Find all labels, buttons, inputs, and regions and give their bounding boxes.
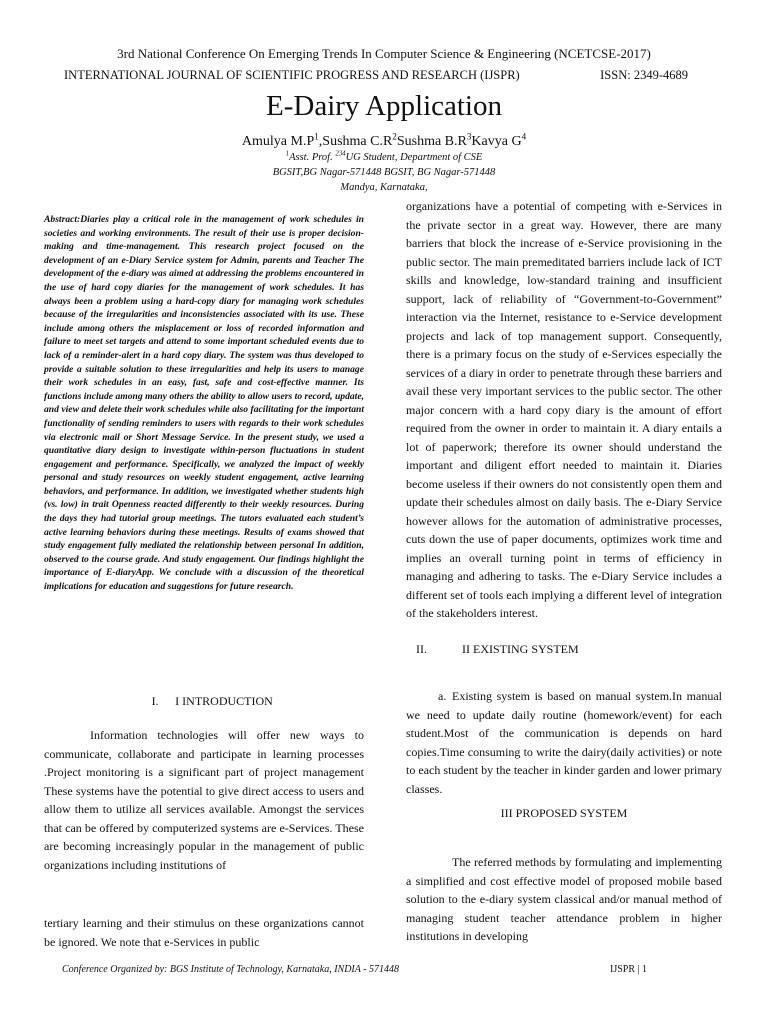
affiliation-line-3: Mandya, Karnataka, xyxy=(340,182,428,193)
issn: ISSN: 2349-4689 xyxy=(600,68,688,82)
paper-title: E-Dairy Application xyxy=(266,90,502,122)
author-1-sup: 1 xyxy=(314,131,319,142)
existing-system-paragraph xyxy=(406,687,722,798)
section-title: II EXISTING SYSTEM xyxy=(462,642,579,656)
introduction-continuation: tertiary learning and their stimulus on these organizations cannot be ignored. We note that e-Services in public xyxy=(44,916,364,949)
existing-system-text: Existing system is based on manual system.In manual we need to update daily routine (homework/event) for each student.Most of the communication is depends on hard copies.Time consuming to write the dairy(daily activities) or note to each student by the teacher in kinder garden and lower primary classes. xyxy=(406,689,722,796)
author-2-sup: 2 xyxy=(392,131,397,142)
author-4-sup: 4 xyxy=(521,131,527,142)
section-heading-existing-system xyxy=(406,642,722,657)
section-heading-proposed-system: III PROPOSED SYSTEM xyxy=(500,806,628,820)
author-3: Sushma B.R xyxy=(396,134,467,149)
author-3-sup: 3 xyxy=(466,131,472,142)
affiliation-line-1 xyxy=(0,152,768,163)
proposed-system-paragraph: The referred methods by formulating and implementing a simplified and cost effective model of proposed mobile based solution to the e-diary system classical and/or manual method of managing student teacher attendance problem in higher institutions in developing xyxy=(406,855,722,943)
section-title: I INTRODUCTION xyxy=(175,694,273,708)
abstract: Abstract:Diaries play a critical role in the management of work schedules in societies and working environments. The result of their use is proper decision-making and time-management. This research project focused on the development of an e-Diary Service system for Admin, parents and Teacher The development of the e-diary was aimed at addressing the problems encountered in the use of hard copy diaries for the management of work schedules. It has always been a problem using a hard-copy diary for managing work schedules because of the irregularities and inconsistencies associated with its use. These include among others the misplacement or loss of recorded information and failure to meet set targets and attend to some important scheduled events due to lack of a reminder-alert in a hard copy diary. The system was thus developed to provide a suitable solution to these irregularities and help its users to manage their work schedules in an easy, fast, safe and cost-effective manner. Its functions include among many others the ability to allow users to record, update, and view and delete their work schedules while also facilitating for the important functionality of sending reminders to users with regards to their work schedules via electronic mail or Short Message Service. In the present study, we used a quantitative diary design to investigate within-person fluctuations in student engagement and performance. Specifically, we analyzed the impact of weekly personal and study resources on weekly student engagement, active learning behaviors, and performance. In addition, we investigated whether students high (vs. low) in trait Openness reacted differently to their weekly resources. During the days they had tutorial group meetings. The tutors evaluated each student’s active learning behaviors during these meetings. Results of exams showed that study engagement fully mediated the relationship between personal In addition, observed to the course grade. And study engagement. Our findings highlight the importance of E-diaryApp. We conclude with a discussion of the theoretical implications for education and suggestions for future research. xyxy=(44,214,364,593)
aff-sup-234: 234 xyxy=(335,150,346,158)
footer-conference: Conference Organized by: BGS Institute of Technology, Karnataka, INDIA - 571448 xyxy=(62,964,399,975)
conference-header: 3rd National Conference On Emerging Trends In Computer Science & Engineering (NCETCSE-2017) xyxy=(117,46,651,61)
author-2: ,Sushma C.R xyxy=(318,134,393,149)
journal-name: INTERNATIONAL JOURNAL OF SCIENTIFIC PROGRESS AND RESEARCH (IJSPR) xyxy=(64,68,520,82)
section-heading-introduction xyxy=(44,694,364,709)
authors-line xyxy=(0,131,768,150)
aff-role-1: Asst. Prof. xyxy=(289,152,336,163)
aff-sup-1: 1 xyxy=(285,150,290,158)
author-1: Amulya M.P xyxy=(241,134,315,149)
introduction-paragraph: Information technologies will offer new ways to communicate, collaborate and participate in learning processes .Project monitoring is a significant part of project management These systems have the potential to give direct access to users and allow them to utilize all services available. Amongst the services that can be offered by computerized systems are e-Services. These are becoming increasingly popular in the management of public organizations including institutions of xyxy=(44,728,364,872)
author-4: Kavya G xyxy=(471,134,522,149)
footer-page-number: IJSPR | 1 xyxy=(610,964,648,975)
section-number: II. xyxy=(416,642,427,656)
aff-role-2: UG Student, Department of CSE xyxy=(345,152,483,163)
body-paragraph-right: organizations have a potential of competing with e-Services in the private sector in a great way. However, there are many barriers that block the increase of e-Service provisioning in the public sector. The main premeditated barriers include lack of ICT skills and knowledge, low-standard training and insufficient support, lack of reliability of “Government-to-Government” interaction via the Internet, resistance to e-Service development projects and lack of top management support. Consequently, there is a primary focus on the study of e-Services especially the services of a diary in order to penetrate through these barriers and avail these very important services to the public sector. The other major concern with a hard copy diary is the amount of effort required from the owner in order to maintain it. A diary entails a lot of paperwork; therefore its owner should understand the important and diligent effort needed to maintain it. Diaries become useless if their owners do not consistently open them and update their schedules almost on daily basis. The e-Diary Service however allows for the automation of administrative processes, cuts down the use of paper documents, optimizes work time and implies an overall turning point in terms of efficiency in managing and adhering to tasks. The e-Diary Service includes a different set of tools each implying a different level of integration of the stakeholders interest. xyxy=(406,199,722,620)
affiliation-line-2: BGSIT,BG Nagar-571448 BGSIT, BG Nagar-571448 xyxy=(272,167,496,178)
subsection-marker: a. xyxy=(438,689,447,703)
section-number: I. xyxy=(151,694,159,708)
